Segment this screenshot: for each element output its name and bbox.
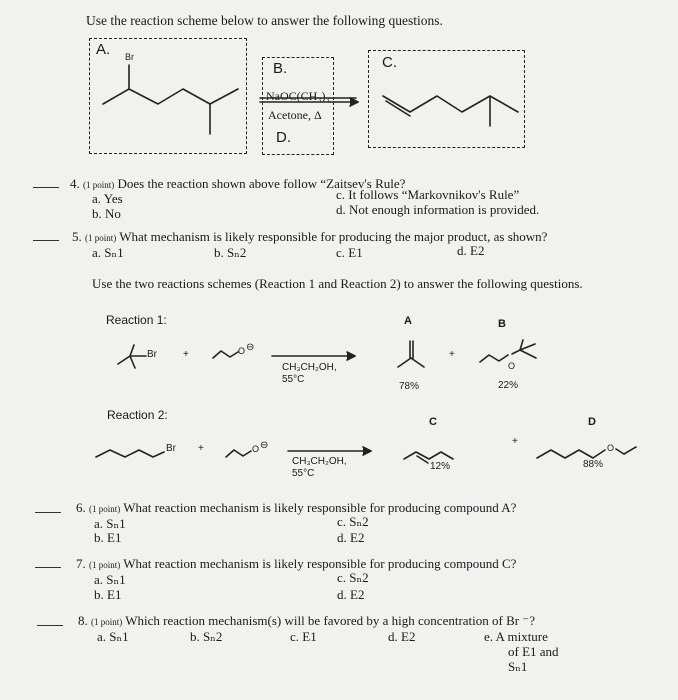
reaction1-solvent: CH₃CH₂OH,	[282, 362, 337, 373]
q5-option-d[interactable]: d. E2	[457, 243, 485, 258]
product-a-label: A	[404, 315, 412, 327]
q8-option-e-line3: Sₙ1	[508, 659, 528, 674]
q7-option-c[interactable]: c. Sₙ2	[337, 570, 369, 585]
q6-text: What reaction mechanism is likely responsible for producing compound A?	[123, 500, 517, 515]
q8-text: Which reaction mechanism(s) will be favored by a high concentration of Br ⁻?	[125, 613, 535, 628]
q7-option-b[interactable]: b. E1	[94, 587, 122, 602]
q8-option-e[interactable]: e. A mixture	[484, 629, 548, 644]
intro-text: Use the reaction scheme below to answer the following questions.	[86, 13, 443, 28]
alkene-product-skeleton	[383, 96, 518, 112]
reaction2-plus: +	[198, 443, 204, 454]
q5-option-b[interactable]: b. Sₙ2	[214, 245, 247, 260]
q7-question	[76, 556, 516, 572]
q5-text: What mechanism is likely responsible for producing the major product, as shown?	[119, 229, 548, 244]
yield-c: 12%	[430, 461, 451, 472]
reaction2-solvent: CH₃CH₂OH,	[292, 456, 347, 467]
starting-material-skeleton	[103, 89, 238, 104]
reaction1-o: O	[238, 346, 246, 356]
q4-option-a[interactable]: a. Yes	[92, 191, 123, 206]
q5-option-a[interactable]: a. Sₙ1	[92, 245, 124, 260]
intro2-text: Use the two reactions schemes (Reaction 1 and Reaction 2) to answer the following questions.	[92, 276, 583, 291]
q8-option-c[interactable]: c. E1	[290, 629, 317, 644]
q5-option-c[interactable]: c. E1	[336, 245, 363, 260]
box-d-label: D.	[276, 129, 291, 146]
q4-option-c[interactable]: c. It follows “Markovnikov's Rule”	[336, 187, 520, 202]
answer-blank-q5[interactable]	[33, 240, 59, 241]
q5-number: 5.	[72, 229, 82, 244]
q8-points: (1 point)	[91, 617, 123, 627]
product-d-label: D	[588, 416, 596, 428]
answer-blank-q6[interactable]	[35, 512, 61, 513]
box-b-label: B.	[273, 60, 288, 77]
answer-blank-q8[interactable]	[37, 625, 63, 626]
answer-blank-q7[interactable]	[35, 567, 61, 568]
q7-option-a[interactable]: a. Sₙ1	[94, 572, 126, 587]
q4-text: Does the reaction shown above follow “Zaitsev's Rule?	[117, 176, 406, 191]
reaction2-plus-2: +	[512, 436, 518, 447]
reaction1-title: Reaction 1:	[106, 313, 167, 327]
box-c-label: C.	[382, 54, 397, 71]
reaction1-br: Br	[147, 349, 157, 360]
q8-option-e-line2: of E1 and	[508, 644, 559, 659]
q7-text: What reaction mechanism is likely responsible for producing compound C?	[123, 556, 517, 571]
br-label: Br	[125, 52, 134, 62]
product-c-label: C	[429, 416, 437, 428]
reaction2-br: Br	[166, 443, 176, 454]
q8-number: 8.	[78, 613, 88, 628]
q4-option-b[interactable]: b. No	[92, 206, 121, 221]
reaction2-minus: ⊖	[260, 440, 269, 451]
reaction1-plus-2: +	[449, 349, 455, 360]
q4-option-d[interactable]: d. Not enough information is provided.	[336, 202, 540, 217]
reaction2-temp: 55°C	[292, 468, 315, 479]
q7-points: (1 point)	[89, 560, 121, 570]
q8-option-a[interactable]: a. Sₙ1	[97, 629, 129, 644]
q6-number: 6.	[76, 500, 86, 515]
q6-option-d[interactable]: d. E2	[337, 530, 365, 545]
q6-points: (1 point)	[89, 504, 121, 514]
reaction2-o: O	[252, 444, 260, 454]
reagent-1: NaOC(CH₃)₃	[266, 89, 330, 103]
q6-option-b[interactable]: b. E1	[94, 530, 122, 545]
q8-option-d[interactable]: d. E2	[388, 629, 416, 644]
q8-question	[78, 613, 535, 629]
product-b-label: B	[498, 318, 506, 330]
yield-b: 22%	[498, 380, 519, 391]
q6-option-c[interactable]: c. Sₙ2	[337, 514, 369, 529]
q7-number: 7.	[76, 556, 86, 571]
reaction1-plus: +	[183, 349, 189, 360]
yield-a: 78%	[399, 381, 420, 392]
reaction1-minus: ⊖	[246, 342, 255, 353]
q5-points: (1 point)	[85, 233, 117, 243]
product-d-o: O	[607, 443, 615, 453]
reaction2-title: Reaction 2:	[107, 408, 168, 422]
q6-option-a[interactable]: a. Sₙ1	[94, 516, 126, 531]
yield-d: 88%	[583, 459, 604, 470]
q6-question	[76, 500, 516, 516]
alkene-double-bond	[386, 101, 410, 116]
product-b-o: O	[508, 361, 516, 371]
q7-option-d[interactable]: d. E2	[337, 587, 365, 602]
reagent-2: Acetone, Δ	[268, 108, 322, 122]
q4-points: (1 point)	[83, 180, 115, 190]
q4-number: 4.	[70, 176, 80, 191]
reaction1-temp: 55°C	[282, 374, 305, 385]
answer-blank-q4[interactable]	[33, 187, 59, 188]
q8-option-b[interactable]: b. Sₙ2	[190, 629, 223, 644]
box-a-label: A.	[96, 41, 111, 58]
